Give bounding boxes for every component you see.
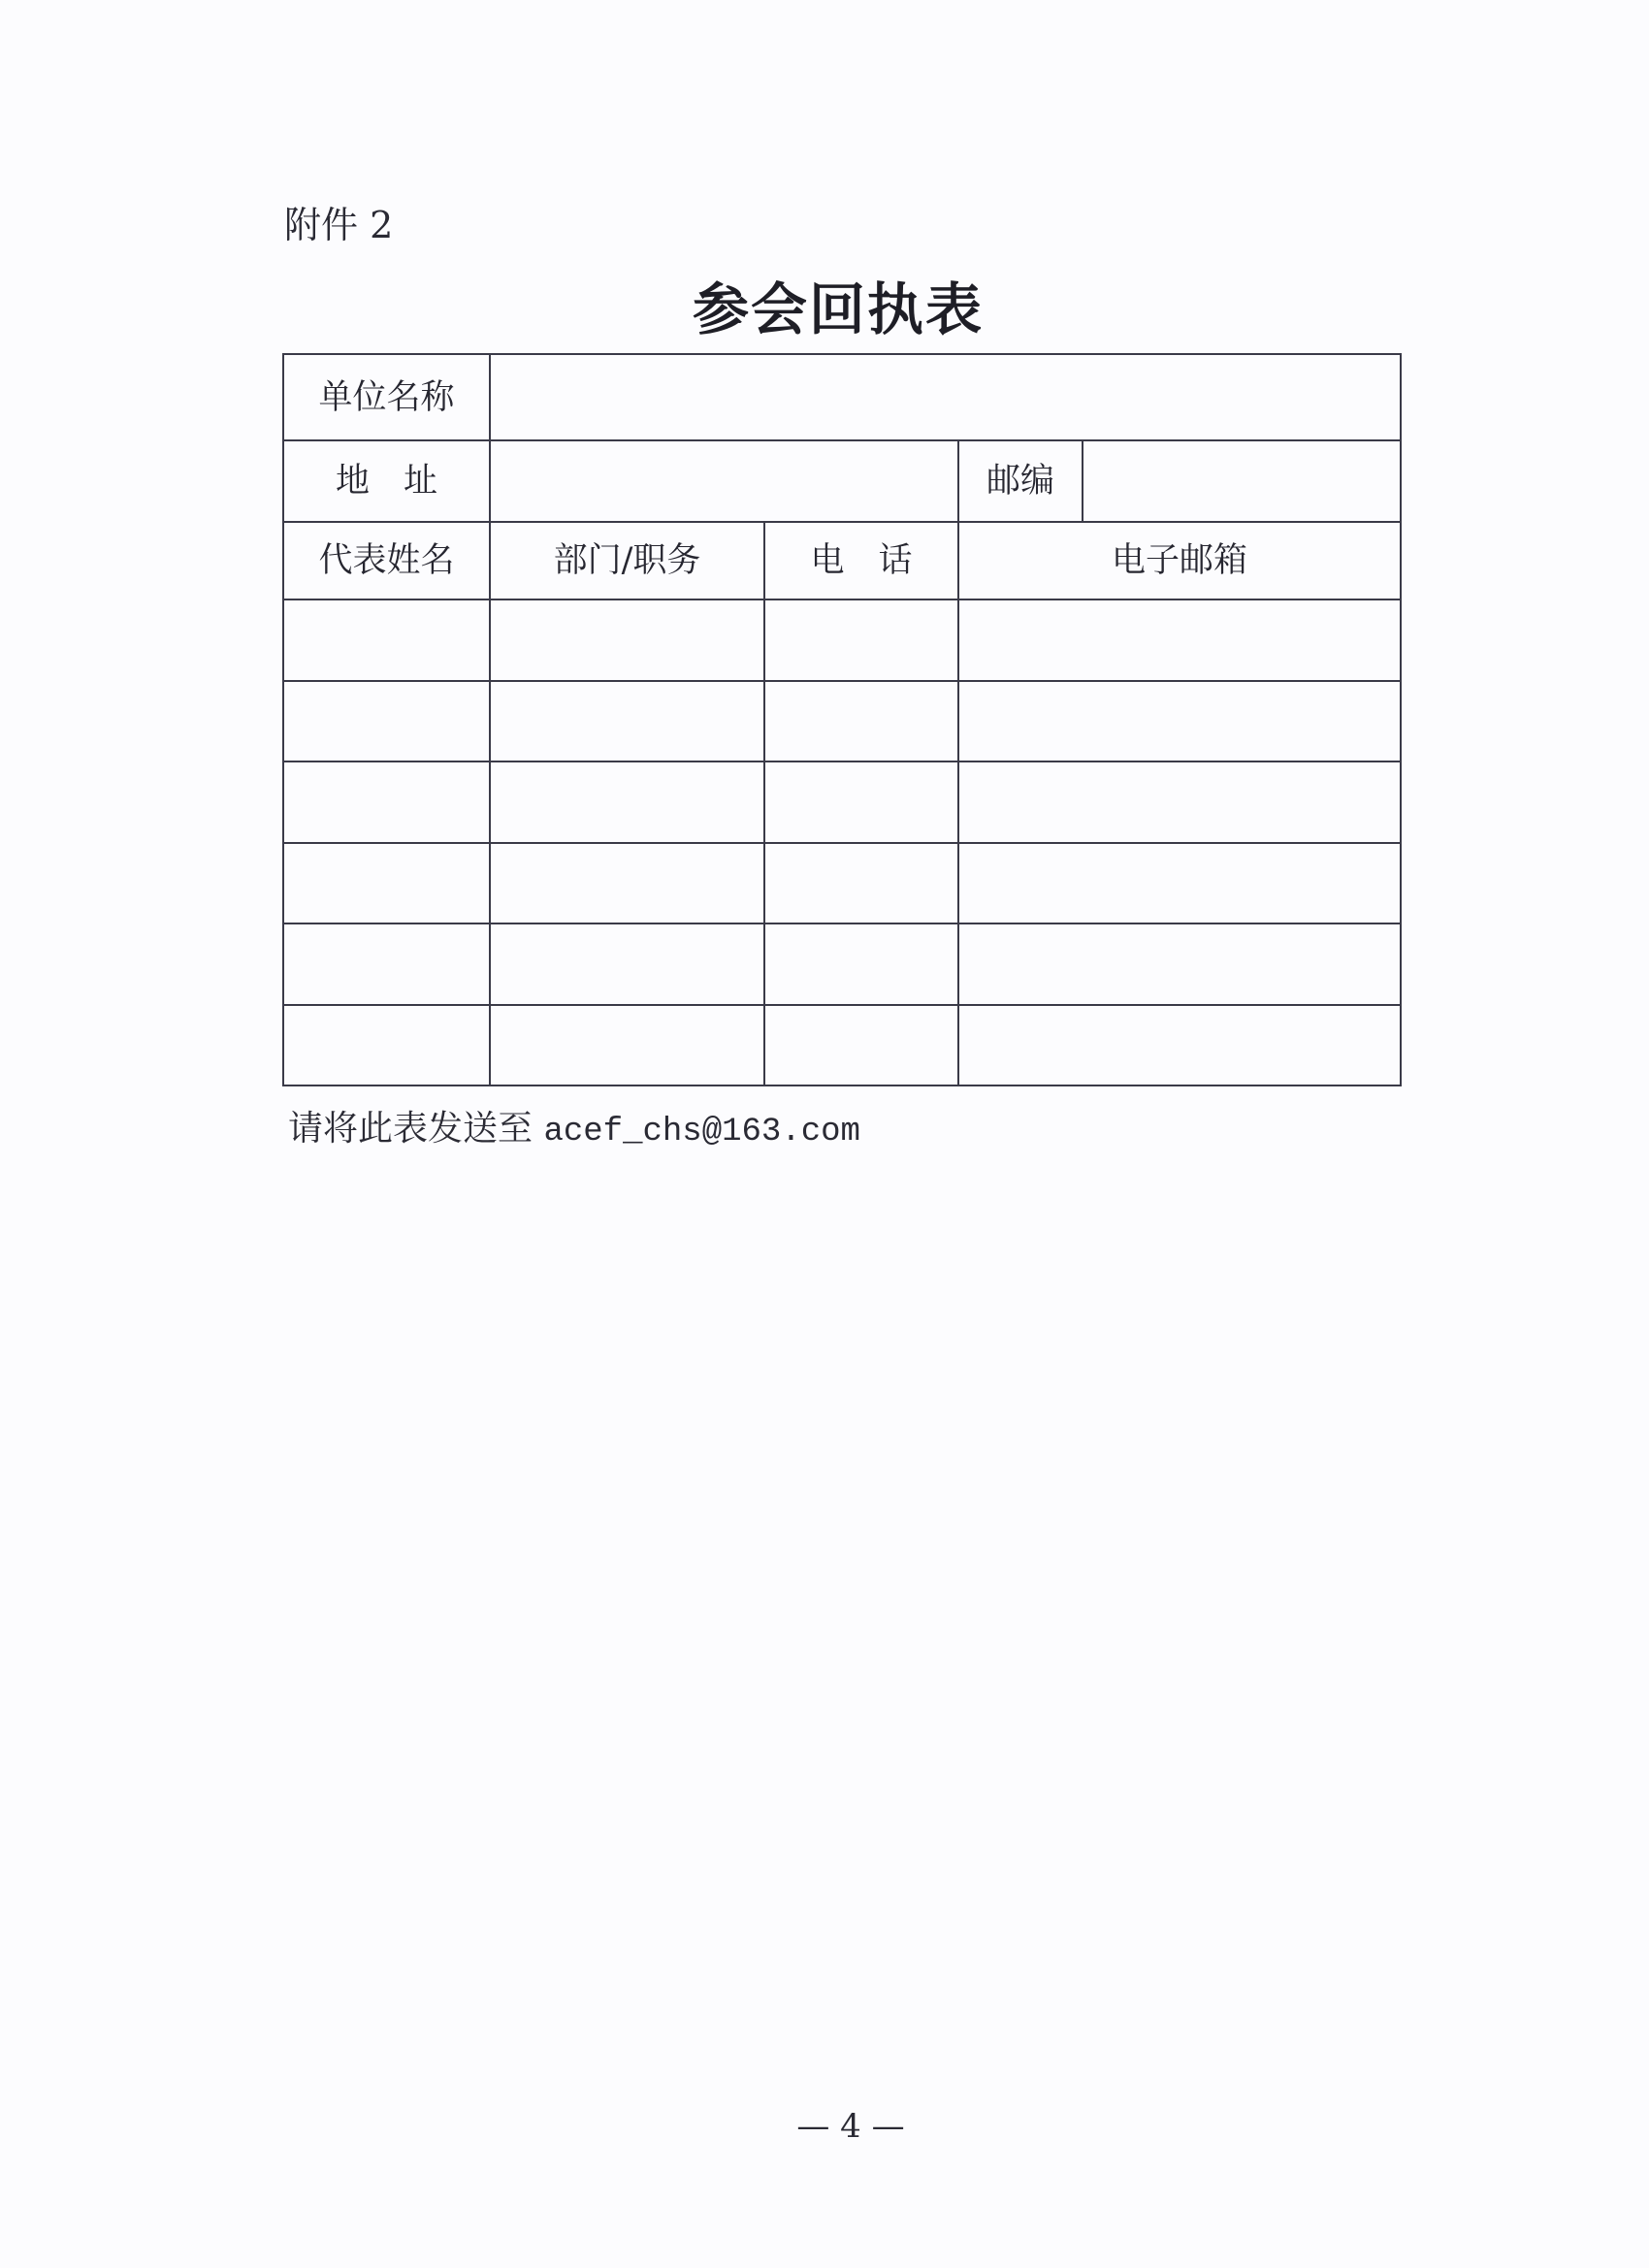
entry-name-cell	[283, 681, 490, 762]
entry-phone-cell	[764, 923, 958, 1005]
unit-name-label: 单位名称	[283, 354, 490, 440]
page-title: 参会回执表	[693, 276, 985, 342]
address-row	[283, 440, 1401, 522]
table-row	[283, 843, 1401, 924]
attachment-label: 附件 2	[284, 204, 394, 246]
entry-phone-cell	[764, 681, 958, 762]
entry-email-cell	[958, 599, 1401, 681]
entry-phone-cell	[764, 599, 958, 681]
unit-name-row	[283, 354, 1401, 440]
address-label: 地 址	[283, 440, 490, 522]
address-value	[490, 440, 958, 522]
unit-name-value	[490, 354, 1401, 440]
page-number: — 4 —	[796, 2107, 905, 2146]
entry-name-cell	[283, 761, 490, 843]
entry-department-cell	[490, 681, 764, 762]
contact-email: acef_chs@163.com	[543, 1114, 860, 1150]
table-row	[283, 923, 1401, 1005]
entry-email-cell	[958, 761, 1401, 843]
entry-email-cell	[958, 681, 1401, 762]
table-row	[283, 681, 1401, 762]
entry-phone-cell	[764, 843, 958, 924]
entry-phone-cell	[764, 1005, 958, 1086]
entry-name-cell	[283, 599, 490, 681]
column-header-name: 代表姓名	[283, 522, 490, 599]
postcode-value	[1083, 440, 1401, 522]
entry-email-cell	[958, 843, 1401, 924]
column-header-phone: 电 话	[764, 522, 958, 599]
entry-department-cell	[490, 761, 764, 843]
table-row	[283, 1005, 1401, 1086]
entry-email-cell	[958, 923, 1401, 1005]
entry-name-cell	[283, 843, 490, 924]
instruction-text: 请将此表发送至	[288, 1109, 534, 1149]
submission-instruction	[288, 1108, 860, 1153]
entry-name-cell	[283, 923, 490, 1005]
entry-department-cell	[490, 923, 764, 1005]
entry-department-cell	[490, 599, 764, 681]
column-header-email: 电子邮箱	[958, 522, 1401, 599]
column-header-department: 部门/职务	[490, 522, 764, 599]
registration-form-table	[282, 353, 1402, 1086]
entry-department-cell	[490, 843, 764, 924]
table-row	[283, 761, 1401, 843]
entry-phone-cell	[764, 761, 958, 843]
postcode-label: 邮编	[958, 440, 1083, 522]
entry-department-cell	[490, 1005, 764, 1086]
table-row	[283, 599, 1401, 681]
entry-email-cell	[958, 1005, 1401, 1086]
representative-header-row	[283, 522, 1401, 599]
entry-name-cell	[283, 1005, 490, 1086]
